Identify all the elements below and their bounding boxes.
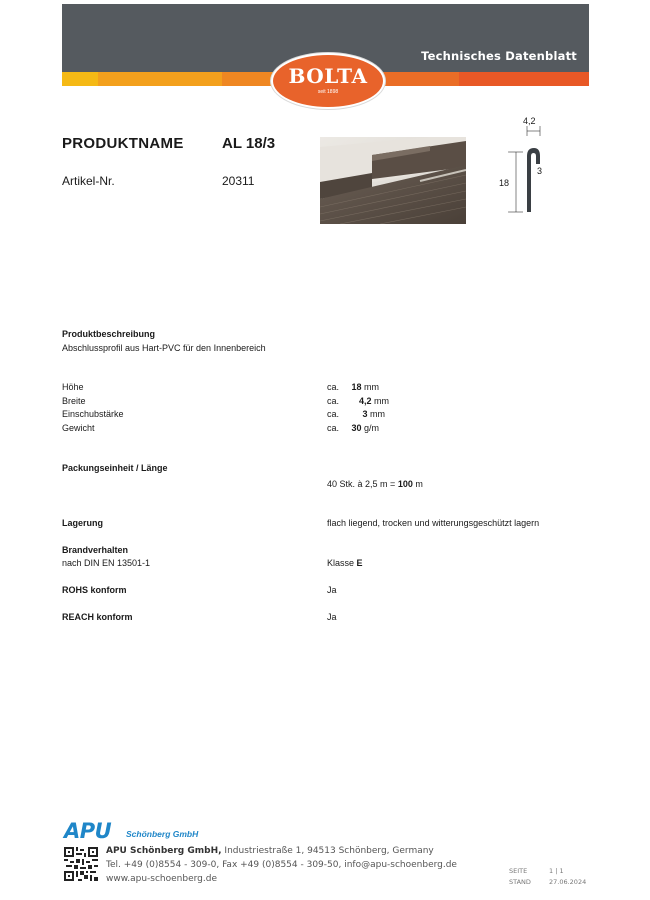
apu-subtitle: Schönberg GmbH [126,829,199,839]
fire-class: E [356,558,363,568]
date-value: 27.06.2024 [549,878,587,886]
article-number-label: Artikel-Nr. [62,174,115,188]
apu-wordmark: APU [64,819,112,843]
logo-tagline: seit 1898 [317,89,339,95]
description-text: Abschlussprofil aus Hart-PVC für den Innenbereich [62,343,266,353]
dimension-prefix: ca. [327,422,340,433]
fire-class-prefix: Klasse [327,558,355,568]
drawing-thickness-label: 3 [537,166,543,176]
page-value: 1 | 1 [549,867,564,875]
article-number-value: 20311 [222,174,255,188]
storage-value: flach liegend, trocken und witterungsgeschützt lagern [327,518,540,528]
product-name-label: PRODUKTNAME [62,135,184,152]
product-name-value: AL 18/3 [222,135,276,152]
dimension-prefix: ca. [327,395,340,406]
dimension-number: 3 [362,409,368,419]
dimension-number: 18 [351,382,362,392]
dimension-value [327,381,389,395]
dimension-values [327,381,389,435]
date-label: STAND [509,878,531,886]
dimension-number: 4,2 [359,395,372,406]
packaging-label: Packungseinheit / Länge [62,463,168,473]
dimension-prefix: ca. [327,382,340,392]
packaging-value [327,479,423,489]
company-address-line [106,846,434,856]
packaging-prefix: 40 Stk. à 2,5 m = [327,479,396,489]
dimension-value [327,408,389,422]
dimension-unit: g/m [364,422,380,433]
document-title: Technisches Datenblatt [421,49,577,63]
product-photo [320,137,466,224]
packaging-unit: m [415,479,423,489]
fire-norm: nach DIN EN 13501-1 [62,558,151,568]
dimension-label: Einschubstärke [62,409,124,419]
reach-label: REACH konform [62,612,133,622]
apu-logo [64,819,199,843]
stripe-segment [98,72,222,86]
dimension-label: Gewicht [62,422,95,433]
logo-wordmark: BOLTA [288,64,368,88]
drawing-width-label: 4,2 [523,116,536,126]
fire-value [327,558,363,568]
dimension-number: 30 [351,422,362,433]
fire-label: Brandverhalten [62,545,129,555]
page-label: SEITE [509,867,528,875]
bolta-logo [271,53,385,109]
reach-value: Ja [327,612,337,622]
stripe-segment [459,72,589,86]
rohs-value: Ja [327,585,337,595]
dimension-label: Breite [62,395,86,406]
company-name: APU Schönberg GmbH, [106,846,222,856]
description-heading: Produktbeschreibung [62,329,156,339]
dimension-label: Höhe [62,382,84,392]
dimension-value [327,422,389,436]
rohs-label: ROHS konform [62,585,127,595]
profile-drawing [490,114,560,224]
company-address: Industriestraße 1, 94513 Schönberg, Germany [224,846,434,856]
dimension-labels [62,381,124,435]
storage-label: Lagerung [62,518,104,528]
drawing-height-label: 18 [499,178,510,188]
qr-code-icon [64,847,98,881]
company-contact: Tel. +49 (0)8554 - 309-0, Fax +49 (0)8554 - 309-50, info@apu-schoenberg.de [106,860,457,870]
company-website[interactable]: www.apu-schoenberg.de [106,874,218,884]
dimension-prefix: ca. [327,409,340,419]
dimension-unit: mm [374,395,390,406]
dimension-value [327,395,389,409]
stripe-segment [62,72,98,86]
dimension-unit: mm [370,409,386,419]
dimension-unit: mm [364,382,380,392]
packaging-total: 100 [397,479,413,489]
